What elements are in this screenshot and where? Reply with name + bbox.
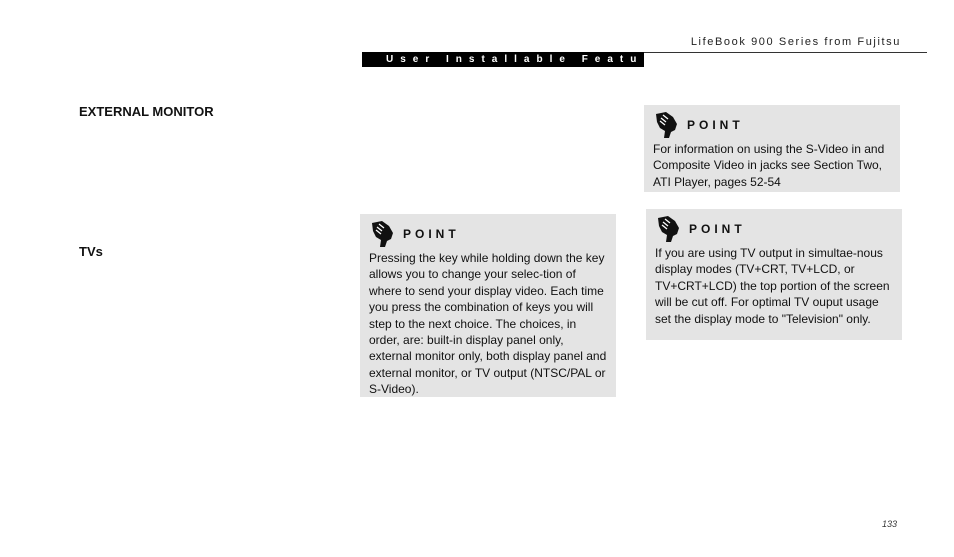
page-number: 133 — [881, 519, 897, 529]
point-header — [369, 220, 608, 248]
point-box-display-selection — [360, 214, 616, 397]
pointing-hand-icon — [653, 111, 681, 139]
point-header — [655, 215, 894, 243]
point-label: POINT — [689, 222, 746, 236]
point-label: POINT — [687, 118, 744, 132]
point-label: POINT — [403, 227, 460, 241]
pointing-hand-icon — [655, 215, 683, 243]
heading-external-monitor: EXTERNAL MONITOR — [79, 104, 214, 119]
header-title: LifeBook 900 Series from Fujitsu — [690, 36, 901, 48]
point-text: Pressing the key while holding down the key allows you to change your selec-tion of where to send your display video. Each time you press the combination of keys you will step to the next choice. The choices, in order, are: built-in display panel only, external monitor only, both display panel and external monitor, or TV output (NTSC/PAL or S-Video). — [369, 251, 607, 397]
section-bar: User Installable Features — [362, 52, 644, 67]
point-text: For information on using the S-Video in and Composite Video in jacks see Section Two, ATI Player, pages 52-54 — [653, 142, 885, 189]
point-header — [653, 111, 892, 139]
point-box-tv-output — [646, 209, 902, 340]
point-box-svideo-info — [644, 105, 900, 192]
point-text: If you are using TV output in simultae-nous display modes (TV+CRT, TV+LCD, or TV+CRT+LCD) the top portion of the screen will be cut off. For optimal TV ouput usage set the display mode to "Television" only. — [655, 246, 890, 326]
pointing-hand-icon — [369, 220, 397, 248]
heading-tvs: TVs — [79, 244, 103, 259]
